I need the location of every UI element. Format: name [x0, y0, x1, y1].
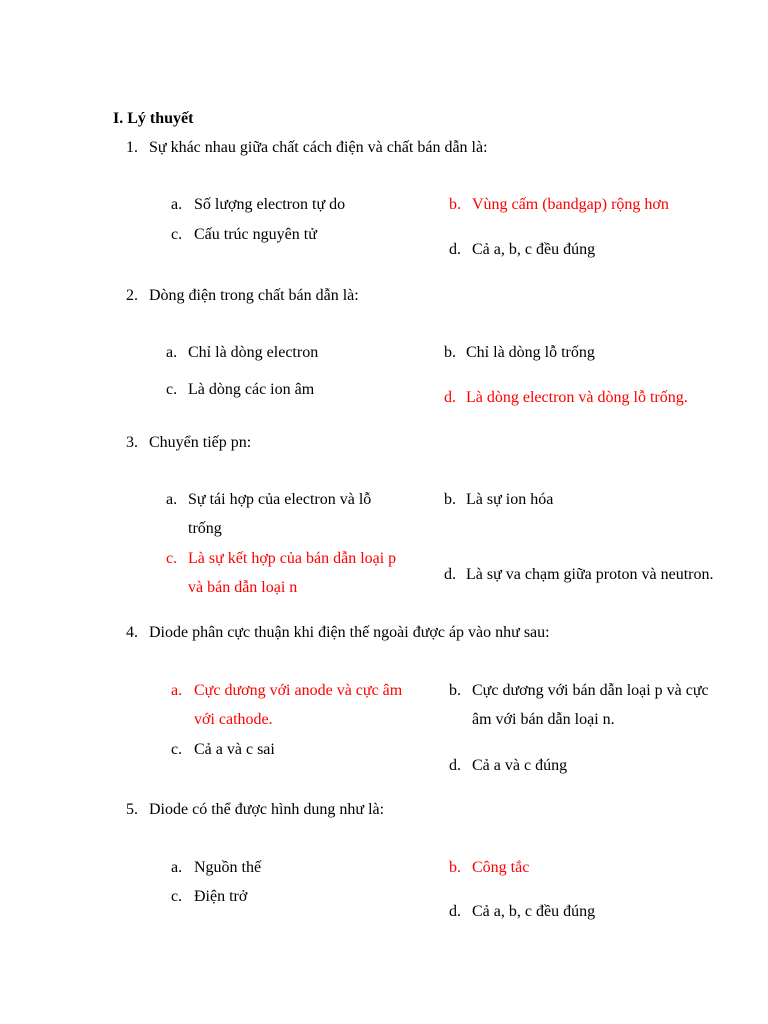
option-letter: a. [166, 491, 178, 508]
option-text: Chỉ là dòng electron [188, 344, 319, 361]
question-number: 3. [126, 434, 138, 451]
option-letter: b. [449, 859, 461, 876]
option-text-correct: Công tắc [472, 859, 530, 876]
option-text: Chỉ là dòng lỗ trống [466, 344, 595, 361]
option-text-correct: Vùng cấm (bandgap) rộng hơn [472, 196, 669, 213]
option-letter: c. [166, 550, 178, 567]
option-letter: d. [449, 241, 461, 258]
option-text: Cả a, b, c đều đúng [472, 903, 596, 920]
section-heading: I. Lý thuyết [113, 110, 194, 127]
option-letter: d. [444, 566, 456, 583]
option-letter: d. [449, 903, 461, 920]
question-text: Diode có thể được hình dung như là: [149, 801, 385, 818]
option-text: Cả a và c sai [194, 741, 275, 758]
option-letter: c. [166, 381, 178, 398]
option-letter: a. [171, 196, 183, 213]
option-text: Điện trở [194, 888, 248, 905]
option-text: Là sự va chạm giữa proton và neutron. [466, 566, 714, 583]
option-text-correct-line2: và bán dẫn loại n [188, 579, 298, 596]
option-letter: c. [171, 888, 183, 905]
option-letter: a. [171, 682, 183, 699]
option-text: Cả a và c đúng [472, 757, 568, 774]
option-letter: b. [444, 491, 456, 508]
option-text-correct-line1: Là sự kết hợp của bán dẫn loại p [188, 550, 397, 567]
question-text: Dòng điện trong chất bán dẫn là: [149, 287, 359, 304]
option-text: Cả a, b, c đều đúng [472, 241, 596, 258]
question-number: 2. [126, 287, 138, 304]
option-text: Nguồn thế [194, 859, 262, 876]
question-number: 5. [126, 801, 138, 818]
option-text-line1: Cực dương với bán dẫn loại p và cực [472, 682, 709, 699]
option-text-correct-line1: Cực dương với anode và cực âm [194, 682, 403, 699]
option-text: Là sự ion hóa [466, 491, 554, 508]
option-text-line2: âm với bán dẫn loại n. [472, 711, 615, 728]
option-text: Cấu trúc nguyên tử [194, 226, 317, 243]
option-letter: d. [444, 389, 456, 406]
question-text: Sự khác nhau giữa chất cách điện và chất bán dẫn là: [149, 139, 488, 156]
option-letter: a. [166, 344, 178, 361]
question-text: Diode phân cực thuận khi điện thế ngoài được áp vào như sau: [149, 624, 550, 641]
option-letter: d. [449, 757, 461, 774]
option-letter: b. [444, 344, 456, 361]
question-text: Chuyển tiếp pn: [149, 434, 252, 451]
option-letter: b. [449, 196, 461, 213]
option-text-line2: trống [188, 520, 222, 537]
option-letter: c. [171, 226, 183, 243]
option-text-correct: Là dòng electron và dòng lỗ trống. [466, 389, 688, 406]
option-text: Số lượng electron tự do [194, 196, 346, 213]
option-text: Là dòng các ion âm [188, 381, 315, 398]
option-text-correct-line2: với cathode. [194, 711, 273, 728]
option-letter: b. [449, 682, 461, 699]
question-number: 1. [126, 139, 138, 156]
option-letter: a. [171, 859, 183, 876]
question-number: 4. [126, 624, 138, 641]
option-text-line1: Sự tái hợp của electron và lỗ [188, 491, 372, 508]
option-letter: c. [171, 741, 183, 758]
